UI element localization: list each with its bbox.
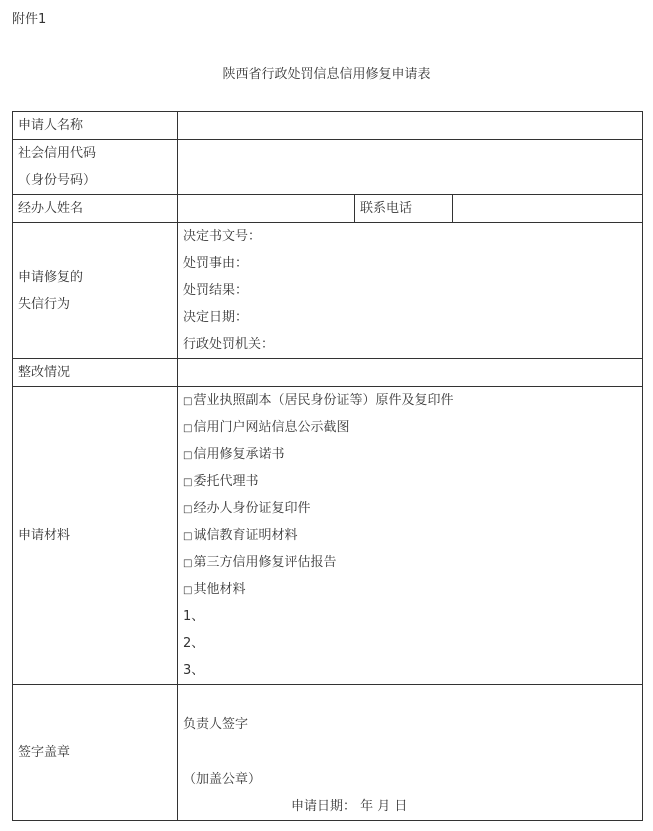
behavior-fields[interactable] <box>178 223 643 359</box>
form-title: 陕西省行政处罚信息信用修复申请表 <box>222 67 431 82</box>
other-material-line[interactable]: 3、 <box>183 663 205 678</box>
behavior-label-line1: 申请修复的 <box>18 269 84 285</box>
checkbox-icon[interactable]: □ <box>183 585 193 596</box>
phone-field[interactable] <box>453 195 643 223</box>
material-item[interactable] <box>183 495 637 522</box>
signer-label: 负责人签字 <box>183 716 249 732</box>
decision-number-field: 决定书文号： <box>183 229 262 244</box>
checkbox-icon[interactable]: □ <box>183 531 193 542</box>
other-material-line[interactable]: 1、 <box>183 609 205 624</box>
signature-area[interactable] <box>178 685 643 821</box>
row-agent <box>13 195 643 223</box>
agent-name-field[interactable] <box>178 195 355 223</box>
materials-list <box>178 387 643 685</box>
material-item-label: 信用门户网站信息公示截图 <box>193 420 350 435</box>
agent-name-label: 经办人姓名 <box>13 195 178 223</box>
seal-label: （加盖公章） <box>183 771 262 787</box>
material-item[interactable] <box>183 549 637 576</box>
decision-date-field: 决定日期： <box>183 310 249 325</box>
checkbox-icon[interactable]: □ <box>183 450 193 461</box>
material-item-label: 其他材料 <box>193 582 246 597</box>
material-item-label: 第三方信用修复评估报告 <box>193 555 337 570</box>
penalty-reason-field: 处罚事由： <box>183 256 249 271</box>
material-item-label: 营业执照副本（居民身份证等）原件及复印件 <box>193 393 454 408</box>
penalty-result-field: 处罚结果： <box>183 283 249 298</box>
material-item[interactable] <box>183 522 637 549</box>
row-signature <box>13 685 643 821</box>
material-item[interactable] <box>183 576 637 603</box>
checkbox-icon[interactable]: □ <box>183 558 193 569</box>
attachment-label: 附件1 <box>12 12 47 27</box>
checkbox-icon[interactable]: □ <box>183 504 193 515</box>
material-item-label: 委托代理书 <box>193 474 259 489</box>
rectification-label: 整改情况 <box>13 359 178 387</box>
row-materials <box>13 387 643 685</box>
checkbox-icon[interactable]: □ <box>183 477 193 488</box>
phone-label: 联系电话 <box>355 195 453 223</box>
other-material-line[interactable]: 2、 <box>183 636 205 651</box>
material-item[interactable] <box>183 441 637 468</box>
row-applicant-name <box>13 112 643 140</box>
material-item-label: 诚信教育证明材料 <box>193 528 298 543</box>
credit-code-field[interactable] <box>178 140 643 195</box>
application-date-label: 申请日期： 年 月 日 <box>291 798 408 814</box>
checkbox-icon[interactable]: □ <box>183 396 193 407</box>
material-item-label: 信用修复承诺书 <box>193 447 285 462</box>
credit-code-label <box>13 140 178 195</box>
applicant-name-label: 申请人名称 <box>13 112 178 140</box>
materials-label: 申请材料 <box>13 387 178 685</box>
penalty-authority-field: 行政处罚机关： <box>183 337 275 352</box>
credit-code-label-line2: （身份号码） <box>18 173 97 188</box>
material-item[interactable] <box>183 414 637 441</box>
signature-label: 签字盖章 <box>13 685 178 821</box>
application-form-table <box>12 111 643 821</box>
material-item[interactable] <box>183 468 637 495</box>
signature-block <box>183 686 637 820</box>
row-rectification <box>13 359 643 387</box>
credit-code-label-line1: 社会信用代码 <box>18 146 97 161</box>
row-credit-code <box>13 140 643 195</box>
rectification-field[interactable] <box>178 359 643 387</box>
material-item[interactable] <box>183 387 637 414</box>
behavior-label-line2: 失信行为 <box>18 296 71 312</box>
checkbox-icon[interactable]: □ <box>183 423 193 434</box>
row-behavior <box>13 223 643 359</box>
material-item-label: 经办人身份证复印件 <box>193 501 311 516</box>
applicant-name-field[interactable] <box>178 112 643 140</box>
behavior-label <box>13 223 178 359</box>
